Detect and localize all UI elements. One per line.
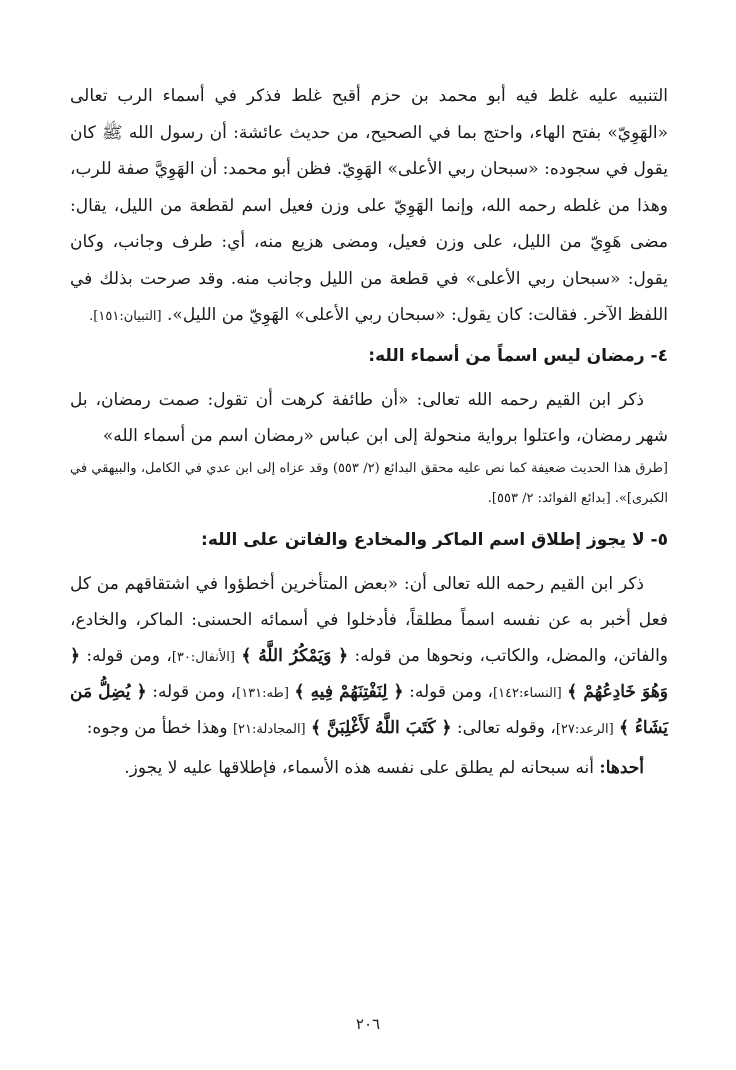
section-4-reference: [بدائع الفوائد: ٢/ ٥٥٣].	[487, 490, 611, 506]
section-5-tail: وهذا خطأ من وجوه:	[86, 717, 233, 738]
first-point-label: أحدها:	[599, 757, 644, 778]
verse-5-reference: [المجادلة:٢١]	[232, 721, 306, 737]
verse-3-reference: [طه:١٣١]	[236, 685, 289, 701]
page-content	[70, 78, 668, 786]
join-1: ، ومن قوله:	[86, 645, 172, 666]
intro-paragraph	[70, 78, 668, 334]
join-2: ، ومن قوله:	[409, 681, 494, 702]
join-3: ، ومن قوله:	[152, 681, 237, 702]
section-4-body: ذكر ابن القيم رحمه الله تعالى: «أن طائفة كرهت أن تقول: صمت رمضان، بل شهر رمضان، واعتلوا برواية منحولة إلى ابن عباس «رمضان اسم من أسماء الله»	[70, 389, 668, 446]
verse-4-reference: [الرعد:٢٧]	[555, 721, 614, 737]
section-5-heading: ٥- لا يجوز إطلاق اسم الماكر والمخادع والفاتن على الله:	[201, 529, 668, 550]
section-4-note	[70, 454, 668, 514]
page-number: ٢٠٦	[355, 1015, 381, 1033]
quran-verse-2: ﴿ وَهُوَ خَادِعُهُمْ ﴾	[70, 645, 668, 702]
intro-reference: [التبيان:١٥١].	[89, 309, 162, 324]
first-point-text: أنه سبحانه لم يطلق على نفسه هذه الأسماء، فإطلاقها عليه لا يجوز.	[124, 757, 600, 778]
join-4: ، وقوله تعالى:	[456, 717, 556, 738]
section-5-body	[70, 566, 668, 746]
verse-1-reference: [الأنفال:٣٠]	[171, 649, 235, 665]
section-4-note-text: [طرق هذا الحديث ضعيفة كما نص عليه محقق البدائع (٢/ ٥٥٣) وقد عزاه إلى ابن عدي في الكامل، والبيهقي في الكبرى]».	[70, 460, 669, 506]
section-5-intro: ذكر ابن القيم رحمه الله تعالى أن: «بعض المتأخرين أخطؤوا في اشتقاقهم من كل فعل أخبر به عن نفسه اسماً مطلقاً، فأدخلوا في أسمائه الحسنى: الماكر، والخادع، والفاتن، والمضل، والكاتب، ونحوها من قوله:	[70, 573, 668, 666]
verse-2-reference: [النساء:١٤٢]	[493, 685, 562, 701]
quran-verse-5: ﴿ كَتَبَ اللَّهُ لَأَغْلِبَنَّ ﴾	[311, 717, 452, 738]
quran-verse-1: ﴿ وَيَمْكُرُ اللَّهُ ﴾	[241, 645, 349, 666]
quran-verse-4: ﴿ يُضِلُّ مَن يَشَاءُ ﴾	[70, 681, 668, 738]
intro-text: التنبيه عليه غلط فيه أبو محمد بن حزم أقبح غلط فذكر في أسماء الرب تعالى «الهَوِيّ» بفتح الهاء، واحتج بما في الصحيح، من حديث عائشة: أن رسول الله ﷺ كان يقول في سجوده: «سبحان ربي الأعلى» الهَوِيّ. فظن أبو محمد: أن الهَوِيَّ صفة للرب، وهذا من غلطه رحمه الله، وإنما الهَوِيّ على وزن فعيل اسم لقطعة من الليل، يقال: مضى هَوِيّ من الليل، على وزن فعيل، ومضى هزيع منه، أي: طرف وجانب، وكان يقول: «سبحان ربي الأعلى» في قطعة من الليل وجانب منه. وقد صرحت بذلك في اللفظ الآخر. فقالت: كان يقول: «سبحان ربي الأعلى» الهَوِيّ من الليل».	[70, 86, 668, 325]
first-point	[70, 750, 668, 786]
quran-verse-3: ﴿ لِنَفْتِنَهُمْ فِيهِ ﴾	[294, 681, 404, 702]
section-4-heading: ٤- رمضان ليس اسماً من أسماء الله:	[368, 345, 668, 366]
